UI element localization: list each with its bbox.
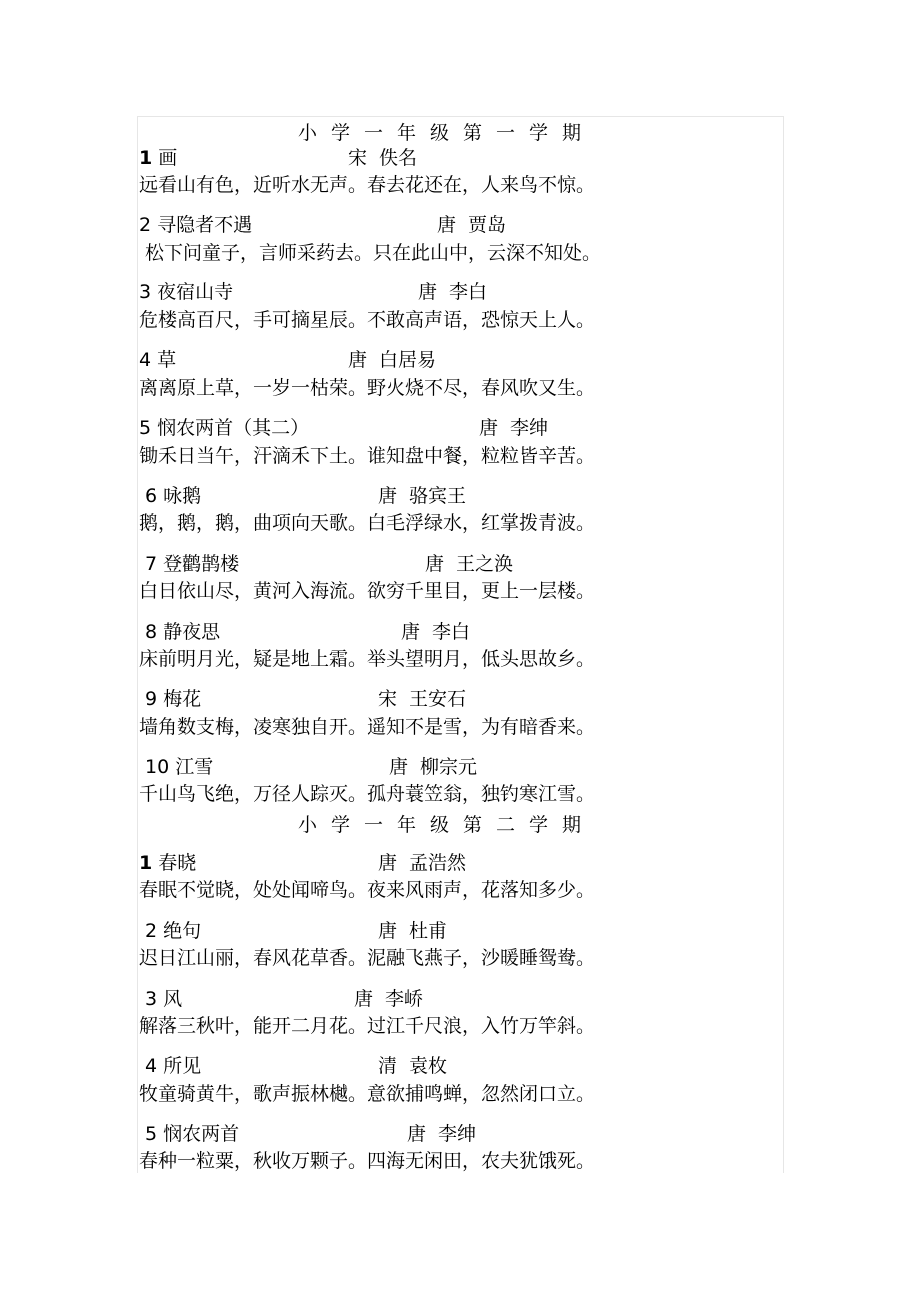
poem-author <box>407 1122 476 1146</box>
poem-number: 9 <box>145 688 158 710</box>
poem-author-name: 白居易 <box>379 349 437 371</box>
poem-number: 1 <box>139 852 153 874</box>
poem-title: 悯农两首（其二） <box>157 417 310 439</box>
poem-author <box>378 851 466 875</box>
poem-number: 3 <box>145 988 158 1010</box>
poem-dynasty: 唐 <box>437 214 457 236</box>
poem-heading <box>145 1122 239 1146</box>
poem-title: 咏鹅 <box>163 485 202 507</box>
poem-title: 所见 <box>163 1055 202 1077</box>
poem-author <box>378 1054 447 1078</box>
poem-text: 床前明月光，疑是地上霜。举头望明月，低头思故乡。 <box>139 648 596 670</box>
poem-author <box>378 919 447 943</box>
poem-author-name: 李峤 <box>385 988 424 1010</box>
poem-number: 5 <box>139 417 152 439</box>
poem-dynasty: 唐 <box>425 553 445 575</box>
poem-title: 春晓 <box>158 852 197 874</box>
poem-heading <box>145 484 201 508</box>
poem-author <box>418 280 487 304</box>
poem-author <box>348 348 436 372</box>
poem-author <box>437 213 506 237</box>
poem-author <box>378 687 466 711</box>
poem-dynasty: 唐 <box>418 281 438 303</box>
poem-title: 草 <box>157 349 177 371</box>
poem-number: 2 <box>139 214 152 236</box>
poem-number: 6 <box>145 485 158 507</box>
poem-dynasty: 唐 <box>348 349 368 371</box>
poem-dynasty: 清 <box>378 1055 398 1077</box>
section-title: 小学一年级第二学期 <box>298 814 596 836</box>
poem-author <box>348 146 417 170</box>
poem-dynasty: 宋 <box>348 147 368 169</box>
poem-text: 离离原上草，一岁一枯荣。野火烧不尽，春风吹又生。 <box>139 377 596 399</box>
poem-author-name: 贾岛 <box>468 214 507 236</box>
poem-number: 4 <box>139 349 152 371</box>
poem-title: 寻隐者不遇 <box>157 214 253 236</box>
poem-text: 春眠不觉晓，处处闻啼鸟。夜来风雨声，花落知多少。 <box>139 879 596 901</box>
poem-text: 迟日江山丽，春风花草香。泥融飞燕子，沙暖睡鸳鸯。 <box>139 947 596 969</box>
poem-author-name: 李白 <box>432 621 471 643</box>
poem-number: 10 <box>145 756 170 778</box>
poem-heading <box>139 146 177 170</box>
poem-author-name: 李白 <box>449 281 488 303</box>
poem-dynasty: 唐 <box>401 621 421 643</box>
poem-heading <box>145 755 213 779</box>
poem-author-name: 佚名 <box>379 147 418 169</box>
poem-heading <box>139 213 252 237</box>
poem-number: 2 <box>145 920 158 942</box>
poem-text: 解落三秋叶，能开二月花。过江千尺浪，入竹万竿斜。 <box>139 1015 596 1037</box>
poem-text: 危楼高百尺，手可摘星辰。不敢高声语，恐惊天上人。 <box>139 309 596 331</box>
poem-dynasty: 唐 <box>407 1123 427 1145</box>
poem-author <box>389 755 477 779</box>
poem-text: 鹅，鹅，鹅，曲项向天歌。白毛浮绿水，红掌拨青波。 <box>139 512 596 534</box>
poem-text: 千山鸟飞绝，万径人踪灭。孤舟蓑笠翁，独钓寒江雪。 <box>139 783 596 805</box>
poem-title: 画 <box>158 147 178 169</box>
poem-author <box>401 620 470 644</box>
poem-title: 绝句 <box>163 920 202 942</box>
poem-dynasty: 唐 <box>378 920 398 942</box>
poem-author <box>479 416 548 440</box>
poem-dynasty: 唐 <box>389 756 409 778</box>
poem-heading <box>145 687 201 711</box>
poem-title: 静夜思 <box>163 621 221 643</box>
poem-author-name: 王安石 <box>409 688 467 710</box>
poem-number: 7 <box>145 553 158 575</box>
poem-author-name: 杜甫 <box>409 920 448 942</box>
poem-text: 锄禾日当午，汗滴禾下土。谁知盘中餐，粒粒皆辛苦。 <box>139 445 596 467</box>
poem-dynasty: 宋 <box>378 688 398 710</box>
poem-author-name: 孟浩然 <box>409 852 467 874</box>
poem-author-name: 李绅 <box>510 417 549 439</box>
poem-title: 夜宿山寺 <box>157 281 234 303</box>
poem-heading <box>139 851 196 875</box>
poem-text: 春种一粒粟，秋收万颗子。四海无闲田，农夫犹饿死。 <box>139 1150 596 1172</box>
poem-dynasty: 唐 <box>354 988 374 1010</box>
poem-text: 远看山有色，近听水无声。春去花还在，人来鸟不惊。 <box>139 174 596 196</box>
poem-number: 8 <box>145 621 158 643</box>
poem-title: 悯农两首 <box>163 1123 240 1145</box>
poem-author <box>425 552 513 576</box>
poem-heading <box>139 416 309 440</box>
poem-author-name: 王之涣 <box>456 553 514 575</box>
poem-text: 牧童骑黄牛，歌声振林樾。意欲捕鸣蝉，忽然闭口立。 <box>139 1083 596 1105</box>
poem-author-name: 骆宾王 <box>409 485 467 507</box>
poem-heading <box>145 1054 201 1078</box>
poem-author-name: 李绅 <box>438 1123 477 1145</box>
section-title: 小学一年级第一学期 <box>298 122 596 144</box>
poem-number: 1 <box>139 147 153 169</box>
poem-heading <box>139 348 176 372</box>
poem-title: 江雪 <box>175 756 214 778</box>
poem-dynasty: 唐 <box>479 417 499 439</box>
poem-text: 墙角数支梅，凌寒独自开。遥知不是雪，为有暗香来。 <box>139 716 596 738</box>
poem-heading <box>145 552 239 576</box>
poem-title: 梅花 <box>163 688 202 710</box>
poem-number: 3 <box>139 281 152 303</box>
poem-text: 松下问童子，言师采药去。只在此山中，云深不知处。 <box>145 242 602 264</box>
poem-heading <box>145 987 182 1011</box>
poem-heading <box>145 919 201 943</box>
poem-author <box>378 484 466 508</box>
poem-heading <box>139 280 233 304</box>
poem-author-name: 柳宗元 <box>420 756 478 778</box>
poem-text: 白日依山尽，黄河入海流。欲穷千里目，更上一层楼。 <box>139 580 596 602</box>
poem-number: 4 <box>145 1055 158 1077</box>
poem-dynasty: 唐 <box>378 852 398 874</box>
poem-number: 5 <box>145 1123 158 1145</box>
poem-author <box>354 987 423 1011</box>
poem-heading <box>145 620 220 644</box>
poem-dynasty: 唐 <box>378 485 398 507</box>
poem-author-name: 袁枚 <box>409 1055 448 1077</box>
poem-title: 风 <box>163 988 183 1010</box>
poem-title: 登鹳鹊楼 <box>163 553 240 575</box>
